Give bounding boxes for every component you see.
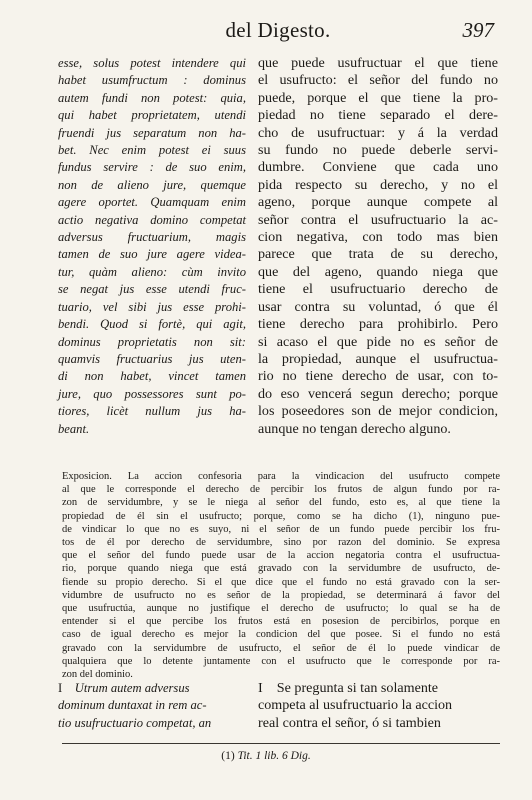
exposicion-line: vidumbre de usufructo no es señor de la propiedad, se determinará á favor del: [62, 589, 500, 601]
section-1-latin-line: [58, 715, 246, 732]
spanish-text-line: dumbre. Conviene que cada uno: [258, 159, 498, 176]
spanish-text-line: tiene el usufructuario derecho de: [258, 281, 498, 298]
section-number: I: [58, 681, 63, 695]
section-1-latin: [58, 680, 246, 732]
spanish-text-line: ageno, porque aunque compete al: [258, 194, 498, 211]
spanish-text-line: que del ageno, quando niega que: [258, 263, 498, 280]
spanish-text-line: tiene derecho para prohibirlo. Pero: [258, 316, 498, 333]
exposicion-line: de vindicar lo que no es suyo, ni el señor de un fundo puede percibir los fru-: [62, 523, 500, 535]
exposicion-line: caso de igual derecho es mejor la condicion del que posee. Si el fundo no está: [62, 629, 500, 641]
running-title: del Digesto.: [225, 18, 331, 42]
spanish-text-line: piedad no tiene separado el dere-: [258, 107, 498, 124]
footnote-divider: [62, 743, 500, 744]
latin-text-line: tiores, licèt nullum jus ha-: [58, 404, 246, 419]
latin-text-line: jure, quo possessores sunt po-: [58, 386, 246, 401]
spanish-text-line: cho de usufructuar: y á la verdad: [258, 124, 498, 141]
footnote: [0, 750, 532, 762]
exposicion-line: zon de servidumbre, y se le niega al señor del fundo, esto es, al que tiene la: [62, 497, 500, 509]
spanish-text-line: la propiedad, aunque el usufructua-: [258, 350, 498, 367]
latin-text-line: agere oportet. Quamquam enim: [58, 195, 246, 210]
latin-text-line: esse, solus potest intendere qui: [58, 56, 246, 70]
latin-text-line: di non habet, vincet tamen: [58, 369, 246, 384]
spanish-text-line: aunque no tengan derecho alguno.: [258, 420, 451, 437]
section-1-latin-text: tio usufructuario competat, an: [58, 715, 212, 730]
section-1-spanish-text: competa al usufructuario la accion: [258, 697, 453, 714]
latin-text-line: fruendi jus separatum non ha-: [58, 125, 246, 140]
footnote-marker: (1): [221, 750, 235, 762]
spanish-text-line: su fundo no puede deberle servi-: [258, 142, 498, 159]
exposicion-line: que usufructúa, aunque no justifique el derecho de usufructo; lo qual se ha de: [62, 603, 500, 615]
latin-text-line: non de alieno jure, quemque: [58, 177, 246, 192]
latin-text-line: quamvis fructuarius jus uten-: [58, 351, 246, 366]
section-1-latin-line: [58, 680, 246, 697]
latin-text-line: tamen de suo jure agere videa-: [58, 247, 246, 262]
spanish-text-line: que puede usufructuar el que tiene: [258, 55, 498, 71]
spanish-text-line: usar contra su voluntad, ó que él: [258, 298, 498, 315]
latin-text-line: tur, quàm alieno: cùm invito: [58, 264, 246, 279]
latin-text-line: fundus servire : de suo enim,: [58, 160, 246, 175]
footnote-text: Tit. 1 lib. 6 Dig.: [237, 750, 311, 762]
spanish-text-line: cion negativa, con todo mas bien: [258, 229, 498, 246]
latin-text-line: habet usumfructum : dominus: [58, 73, 246, 88]
section-1-spanish-line: [258, 715, 498, 732]
exposicion-line: Exposicion. La accion confesoria para la vindicacion del usufructo compete: [62, 471, 500, 482]
latin-text-line: actio negativa domino competat: [58, 212, 246, 227]
latin-text-line: tuario, vel sibi jus esse prohi-: [58, 299, 246, 314]
section-1-spanish-line: [258, 697, 498, 714]
spanish-text-line: si acaso el que pide no es señor de: [258, 333, 498, 350]
section-1-spanish: [258, 680, 498, 732]
spanish-text-line: el usufructo: el señor del fundo no: [258, 72, 498, 89]
exposicion-line: zon del dominio.: [62, 669, 133, 681]
section-1-latin-text: dominum duntaxat in rem ac-: [58, 698, 207, 713]
page-number: 397: [462, 18, 494, 42]
latin-text-line: qui habet proprietatem, utendi: [58, 108, 246, 123]
latin-text-line: beant.: [58, 421, 90, 436]
section-1-latin-text: Utrum autem adversus: [74, 681, 190, 695]
latin-text-line: bendi. Quod si fortè, qui agit,: [58, 317, 246, 332]
latin-text-line: se negat jus esse utendi fruc-: [58, 282, 246, 297]
exposicion-line: tos de él por derecho de servidumbre, sino por razon del dominio. Se expresa: [62, 537, 500, 549]
exposicion-line: al que le corresponde el derecho de percibir los frutos de algun fundo por ra-: [62, 484, 500, 496]
spanish-text-column: [258, 55, 498, 438]
exposicion-line: fiende su propio derecho. Si el que dice que el fundo no está gravado con la ser-: [62, 576, 500, 588]
section-1-spanish-text: real contra el señor, ó si tambien: [258, 714, 441, 731]
spanish-text-line: parece que trata de su derecho,: [258, 246, 498, 263]
section-number: I: [258, 680, 263, 696]
spanish-text-line: puede, porque el que tiene la pro-: [258, 89, 498, 106]
spanish-text-line: señor contra el usufructuario la ac-: [258, 211, 498, 228]
latin-text-line: autem fundi non potest: quia,: [58, 90, 246, 105]
exposicion-line: que el señor del fundo puede usar de la accion negatoria contra el usufructua-: [62, 550, 500, 562]
page-header: [62, 18, 494, 46]
exposicion-paragraph: [62, 470, 500, 681]
latin-text-line: bet. Nec enim potest ei suus: [58, 143, 246, 158]
latin-text-column: [58, 55, 246, 438]
latin-text-line: dominus proprietatis non sit:: [58, 334, 246, 349]
exposicion-line: entender si el que percibe los frutos está en posesion de percibirlos, porque en: [62, 616, 500, 628]
exposicion-line: qualquiera que lo detente juntamente con el usufructo que le corresponde por ra-: [62, 655, 500, 667]
spanish-text-line: do eso vencerá segun derecho; porque: [258, 385, 498, 402]
spanish-text-line: rio no tiene derecho de usar, con to-: [258, 368, 498, 385]
section-1-spanish-text: Se pregunta si tan solamente: [276, 680, 439, 696]
section-1-latin-line: [58, 697, 246, 714]
exposicion-line: gravado con la servidumbre de usufructo, el señor de él lo puede vindicar de: [62, 642, 500, 654]
latin-text-line: adversus fructuarium, magis: [58, 230, 246, 245]
spanish-text-line: los poseedores son de mejor condicion,: [258, 403, 498, 420]
spanish-text-line: pida respecto su derecho, y no el: [258, 176, 498, 193]
exposicion-line: rio, porque quando niega que está gravado con la servidumbre de usufructo, de-: [62, 563, 500, 575]
exposicion-line: propiedad de él sin el usufructo; porque, como se ha dicho (1), ninguno pue-: [62, 510, 500, 522]
section-1-spanish-line: [258, 680, 498, 697]
